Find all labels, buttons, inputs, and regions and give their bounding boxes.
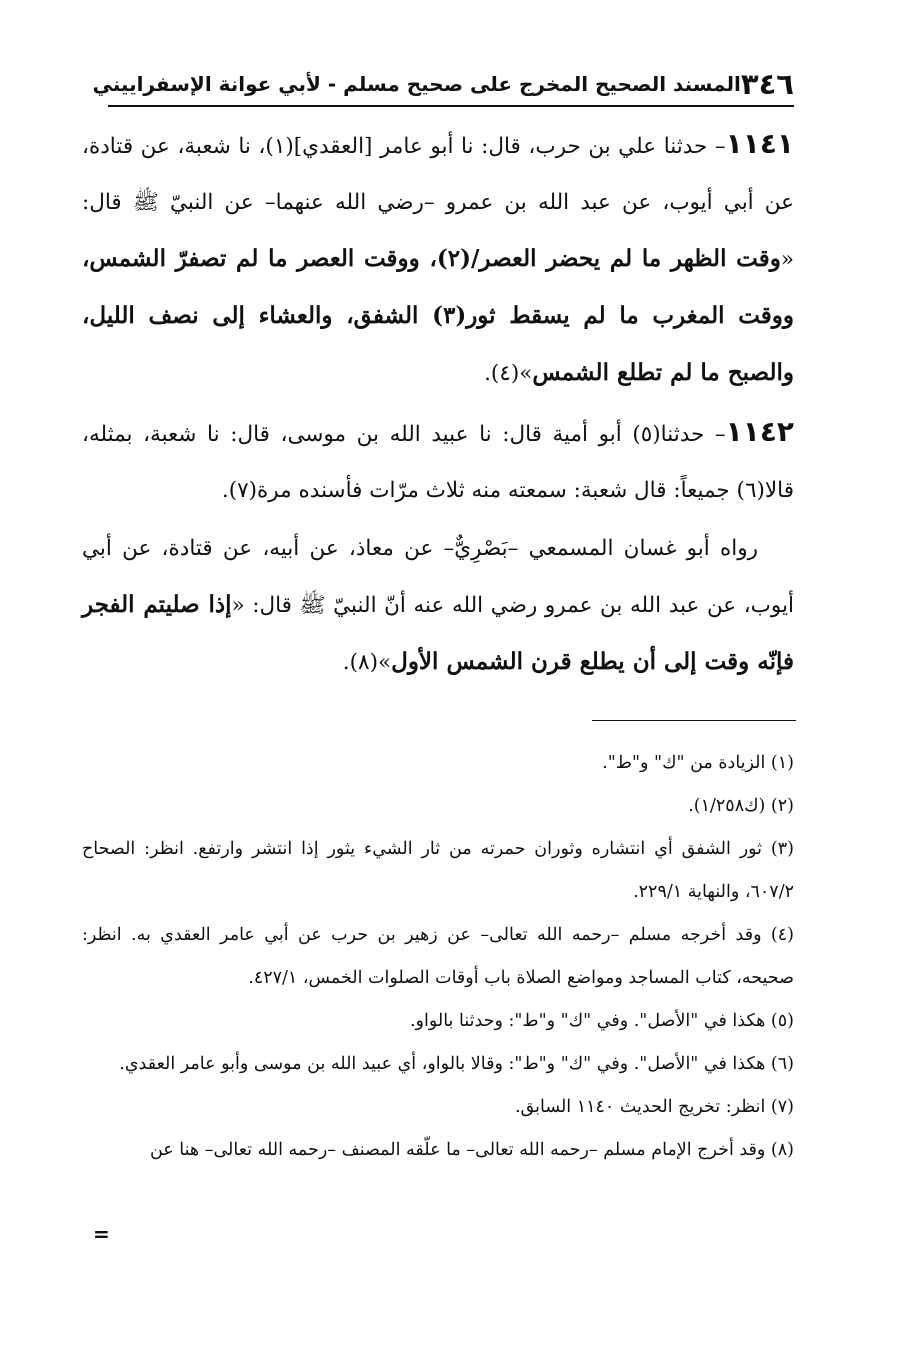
hadith-number: ١١٤١: [725, 127, 794, 160]
footnote: (٦) هكذا في "الأصل". وفي "ك" و"ط": وقالا بالواو، أي عبيد الله بن موسى وأبو عامر العقدي.: [119, 1054, 794, 1074]
footnote: (٣) ثور الشفق أي انتشاره وثوران حمرته من ثار الشيء يثور إذا انتشر وارتفع. انظر: الصحاح ٦٠٧/٢، والنهاية ٢٢٩/١.: [82, 839, 794, 902]
running-title: المسند الصحيح المخرج على صحيح مسلم - لأبي عوانة الإسفراييني: [92, 72, 741, 96]
header-rule: [108, 105, 794, 107]
narration-matn: إذا صليتم الفجر فإنّه وقت إلى أن يطلع قرن الشمس الأول: [82, 591, 794, 675]
hadith-1142: [82, 404, 794, 519]
hadith-end: »(٤).: [484, 361, 533, 386]
hadith-text: – حدثنا(٥) أبو أمية قال: نا عبيد الله بن موسى، قال: نا شعبة، بمثله، قالا(٦) جميعاً: قال شعبة: سمعته منه ثلاث مرّات فأسنده مرة(٧).: [82, 422, 794, 503]
hadith-isnad: – حدثنا علي بن حرب، قال: نا أبو عامر [العقدي](١)، نا شعبة، عن قتادة، عن أبي أيوب، عن عبد الله بن عمرو –رضي الله عنهما– عن النبيّ ﷺ قال: «: [82, 134, 795, 272]
hadith-1141: [82, 116, 794, 402]
footnote-separator: [592, 720, 796, 721]
continuation-mark: =: [93, 1222, 110, 1246]
page-header: [92, 62, 794, 102]
hadith-matn: وقت الظهر ما لم يحضر العصر/(٢)، ووقت العصر ما لم تصفرّ الشمس، ووقت المغرب ما لم يسقط ثور(٣) الشفق، والعشاء إلى نصف الليل، والصبح ما لم تطلع الشمس: [82, 245, 794, 386]
footnote: (١) الزيادة من "ك" و"ط".: [602, 753, 794, 773]
narration-paragraph: [82, 521, 794, 691]
footnote: (٥) هكذا في "الأصل". وفي "ك" و"ط": وحدثنا بالواو.: [409, 1011, 794, 1031]
footnote: (٢) (ك١/٢٥٨).: [688, 796, 794, 816]
footnote: (٨) وقد أخرج الإمام مسلم –رحمه الله تعالى– ما علّقه المصنف –رحمه الله تعالى– هنا عن: [149, 1140, 794, 1160]
narration-end: »(٨).: [342, 650, 392, 675]
footnote: (٤) وقد أخرجه مسلم –رحمه الله تعالى– عن زهير بن حرب عن أبي عامر العقدي به. انظر: صحيحه، كتاب المساجد ومواضع الصلاة باب أوقات الصلوات الخمس، ٤٢٧/١.: [82, 925, 794, 988]
narration-isnad: رواه أبو غسان المسمعي –بَصْرِيٌّ– عن معاذ، عن أبيه، عن قتادة، عن أبي أيوب، عن عبد الله بن عمرو رضي الله عنه أنّ النبيّ ﷺ قال: «: [82, 536, 794, 618]
footnotes: [82, 742, 794, 1172]
footnote: (٧) انظر: تخريج الحديث ١١٤٠ السابق.: [514, 1097, 794, 1117]
main-text: [82, 116, 794, 691]
page-number: ٣٤٦: [740, 67, 794, 101]
hadith-number: ١١٤٢: [725, 415, 794, 448]
